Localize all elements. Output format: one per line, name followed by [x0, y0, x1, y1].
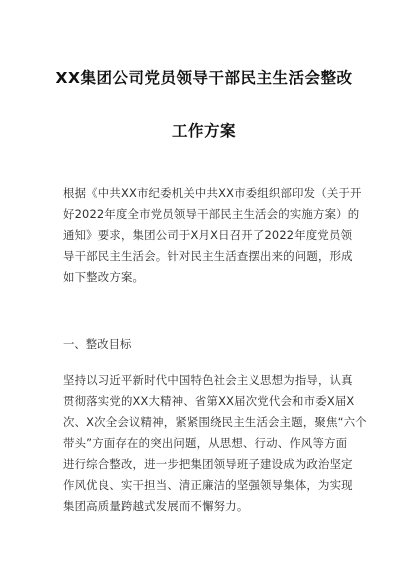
text-line: 好2022年度全市党员领导干部民主生活会的实施方案）的 — [63, 207, 360, 221]
text-line: 坚持以习近平新时代中国特色社会主义思想为指导，认真 — [63, 373, 353, 387]
text-line: 进行综合整改，进一步把集团领导班子建设成为政治坚定 — [63, 457, 353, 471]
text-line: 集团高质量跨越式发展而不懈努力。 — [63, 499, 249, 513]
section-heading: 一、整改目标 — [63, 337, 132, 351]
goal-paragraph — [63, 370, 367, 517]
text-line: 导干部民主生活会。针对民主生活查摆出来的问题，形成 — [63, 249, 353, 263]
text-line: 带头”方面存在的突出问题，从思想、行动、作风等方面 — [63, 436, 348, 450]
document-subtitle: 工作方案 — [171, 122, 236, 140]
text-line: 贯彻落实党的XX大精神、省第XX届次党代会和市委X届X — [63, 394, 355, 408]
text-line: 如下整改方案。 — [63, 270, 145, 284]
text-line: 次、X次全会议精神，紧紧围绕民主生活会主题，聚焦“六个 — [63, 415, 367, 429]
document-title: XX集团公司党员领导干部民主生活会整改 — [55, 69, 353, 87]
intro-paragraph — [63, 183, 362, 288]
text-line: 根据《中共XX市纪委机关中共XX市委组织部印发（关于开 — [63, 186, 362, 200]
text-line: 作风优良、实干担当、清正廉洁的坚强领导集体，为实现 — [63, 478, 353, 492]
text-line: 通知》要求，集团公司于X月X日召开了2022年度党员领 — [63, 228, 353, 242]
